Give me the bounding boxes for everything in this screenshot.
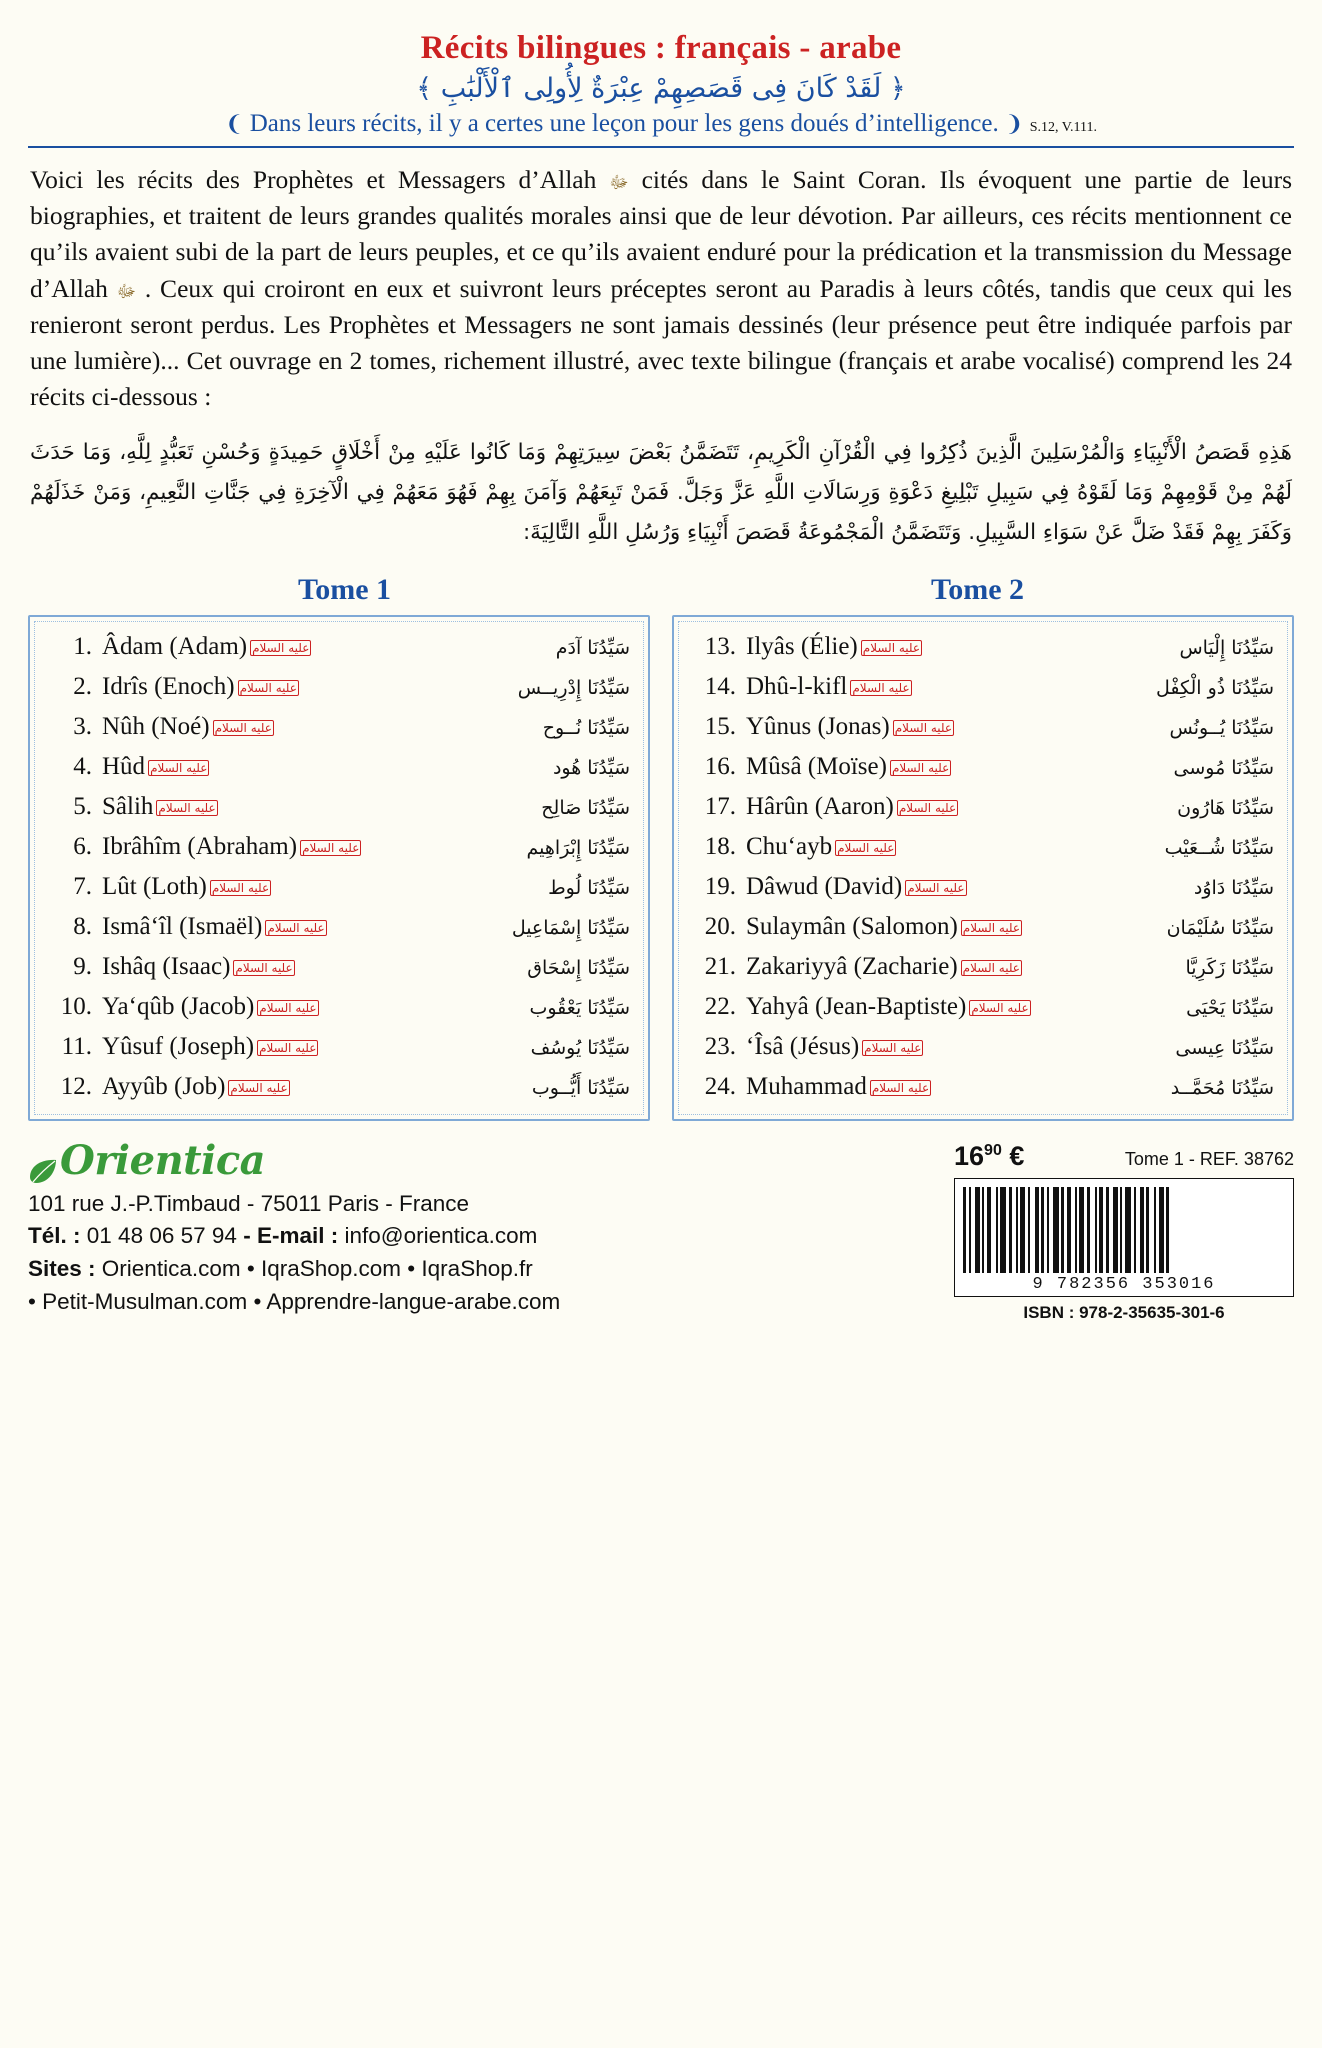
sites-label: Sites : — [28, 1255, 96, 1281]
list-item — [686, 827, 1280, 867]
story-number: 7. — [73, 872, 92, 900]
story-name: Idrîs (Enoch) عليه السلام — [102, 672, 297, 700]
story-arabic: سَيِّدُنَا يَحْيَى — [1186, 996, 1274, 1019]
story-number: 12. — [60, 1072, 92, 1100]
address-line: 101 rue J.-P.Timbaud - 75011 Paris - France — [28, 1190, 470, 1216]
separator: - — [243, 1223, 257, 1249]
story-number: 11. — [61, 1032, 92, 1060]
intro-text-1: Voici les récits des Prophètes et Messagers d’Allah — [30, 165, 597, 194]
alayhi-salam-icon: عليه السلام — [837, 840, 895, 855]
alayhi-salam-icon: عليه السلام — [962, 960, 1020, 975]
alayhi-salam-icon: عليه السلام — [898, 800, 957, 815]
alayhi-salam-icon: عليه السلام — [862, 640, 921, 655]
story-arabic: سَيِّدُنَا يُوسُف — [530, 1036, 630, 1059]
list-item — [686, 947, 1280, 987]
story-name: ‘Îsâ (Jésus) عليه السلام — [746, 1032, 922, 1060]
list-item — [686, 747, 1280, 787]
list-item — [686, 1027, 1280, 1067]
list-item — [686, 907, 1280, 947]
story-name: Yûsuf (Joseph) عليه السلام — [102, 1032, 317, 1060]
story-arabic: سَيِّدُنَا يَعْقُوب — [529, 996, 630, 1019]
story-arabic: سَيِّدُنَا شُــعَيْب — [1164, 836, 1274, 859]
story-name: Muhammad عليه السلام — [746, 1072, 930, 1100]
publisher-address — [28, 1188, 954, 1319]
alayhi-salam-icon: عليه السلام — [891, 760, 950, 775]
story-number: 16. — [704, 752, 736, 780]
story-arabic: سَيِّدُنَا إِسْمَاعِيل — [511, 916, 630, 939]
story-arabic: سَيِّدُنَا سُلَيْمَان — [1166, 916, 1274, 939]
email-label: E-mail : — [256, 1223, 339, 1249]
story-number: 19. — [704, 872, 736, 900]
story-arabic: سَيِّدُنَا هَارُون — [1177, 796, 1274, 819]
story-arabic: سَيِّدُنَا مُوسى — [1173, 756, 1274, 779]
story-number: 10. — [60, 992, 92, 1020]
story-arabic: سَيِّدُنَا إِدْرِيــس — [517, 676, 630, 699]
barcode-bars — [963, 1187, 1285, 1273]
story-number: 4. — [73, 752, 92, 780]
story-number: 5. — [73, 792, 92, 820]
story-arabic: سَيِّدُنَا يُــونُس — [1169, 716, 1274, 739]
intro-paragraph — [30, 162, 1292, 415]
story-arabic: سَيِّدُنَا ذُو الْكِفْل — [1156, 676, 1274, 699]
list-item — [42, 787, 636, 827]
price-line — [954, 1141, 1294, 1172]
story-number: 21. — [704, 952, 736, 980]
story-number: 24. — [704, 1072, 736, 1100]
story-arabic: سَيِّدُنَا لُوط — [548, 876, 630, 899]
intro-text-2: cités dans le Saint Coran. Ils évoquent une partie de leurs biographies, et traitent de leurs grandes qualités morales ainsi que de leur dévotion. Par ailleurs, ces récits mentionnent ce qu’ils avaient subi de la part de leurs peuples, et ce qu’ils avaient enduré pour la prédication et la transmission du Message d’Allah — [30, 165, 1293, 303]
story-number: 14. — [704, 672, 736, 700]
footer — [28, 1137, 1294, 1323]
story-number: 9. — [73, 952, 92, 980]
story-name: Sâlih عليه السلام — [102, 792, 216, 820]
sites-line — [28, 1253, 954, 1286]
story-name: Ishâq (Isaac) عليه السلام — [102, 952, 293, 980]
story-name: Yûnus (Jonas) عليه السلام — [746, 712, 953, 740]
alayhi-salam-icon: عليه السلام — [158, 800, 216, 815]
reference-code: Tome 1 - REF. 38762 — [1124, 1148, 1294, 1169]
alayhi-salam-icon: عليه السلام — [211, 880, 270, 895]
story-arabic: سَيِّدُنَا إِلْيَاس — [1179, 636, 1274, 659]
phone-value: 01 48 06 57 94 — [86, 1223, 237, 1249]
barcode-number: 9 782356 353016 — [1032, 1274, 1216, 1294]
list-item — [42, 947, 636, 987]
contact-line — [28, 1220, 954, 1253]
leaf-icon — [28, 1147, 58, 1173]
story-number: 6. — [73, 832, 92, 860]
header-divider — [28, 146, 1294, 148]
ornament-right-icon: ❩ — [1005, 111, 1024, 136]
story-number: 18. — [704, 832, 736, 860]
list-item — [686, 707, 1280, 747]
list-item — [42, 1027, 636, 1067]
alayhi-salam-icon: عليه السلام — [267, 920, 325, 935]
quran-verse-french-text: Dans leurs récits, il y a certes une leçon pour les gens doués d’intelligence. — [249, 110, 999, 137]
allah-honorific-icon-1: ﷻ — [609, 173, 629, 193]
page-title: Récits bilingues : français - arabe — [420, 30, 902, 66]
story-name: Sulaymân (Salomon) عليه السلام — [746, 912, 1021, 940]
price-and-barcode — [954, 1137, 1294, 1323]
quran-verse-reference: S.12, V.111. — [1029, 120, 1097, 135]
story-name: Mûsâ (Moïse) عليه السلام — [746, 752, 950, 780]
story-number: 17. — [704, 792, 736, 820]
alayhi-salam-icon: عليه السلام — [864, 1040, 922, 1055]
story-number: 2. — [73, 672, 92, 700]
allah-honorific-icon-2: ﷻ — [116, 281, 136, 302]
story-name: Dhû-l-kifl عليه السلام — [746, 672, 910, 700]
story-arabic: سَيِّدُنَا مُحَمَّــد — [1170, 1076, 1274, 1099]
list-item — [42, 907, 636, 947]
story-number: 3. — [73, 712, 92, 740]
story-name: Chu‘ayb عليه السلام — [746, 832, 895, 860]
alayhi-salam-icon: عليه السلام — [971, 1000, 1029, 1015]
story-name: Ilyâs (Élie) عليه السلام — [746, 632, 921, 660]
story-arabic: سَيِّدُنَا زَكَرِيَّا — [1185, 956, 1274, 979]
story-number: 13. — [704, 632, 736, 660]
tome-1-title: Tome 1 — [297, 572, 392, 606]
list-item — [686, 627, 1280, 667]
alayhi-salam-icon: عليه السلام — [259, 1000, 317, 1015]
story-arabic: سَيِّدُنَا أَيُّــوب — [531, 1076, 630, 1099]
list-item — [686, 987, 1280, 1027]
story-name: Dâwud (David) عليه السلام — [746, 872, 965, 900]
alayhi-salam-icon: عليه السلام — [150, 760, 208, 775]
list-item — [686, 667, 1280, 707]
sites-line-2[interactable]: • Petit-Musulman.com • Apprendre-langue-arabe.com — [28, 1288, 561, 1314]
story-number: 15. — [704, 712, 736, 740]
quran-verse-french — [28, 110, 1294, 138]
intro-text-3: . Ceux qui croiront en eux et suivront leurs préceptes seront au Paradis à leurs côtés, tandis que ceux qui les renieront seront perdus. Les Prophètes et Messagers ne sont jamais dessinés (leur présence peut être indiquée parfois par une lumière)... Cet ouvrage en 2 tomes, richement illustré, avec texte bilingue (français et arabe vocalisé) comprend les 24 récits ci-dessous : — [30, 273, 1293, 412]
alayhi-salam-icon: عليه السلام — [214, 720, 272, 735]
alayhi-salam-icon: عليه السلام — [302, 840, 360, 855]
email-value[interactable]: info@orientica.com — [344, 1223, 538, 1249]
list-item — [42, 827, 636, 867]
list-item — [42, 667, 636, 707]
story-name: Yahyâ (Jean-Baptiste) عليه السلام — [746, 992, 1029, 1020]
publisher-logo — [28, 1137, 954, 1184]
story-number: 22. — [704, 992, 736, 1020]
quran-verse-arabic: ﴿ لَقَدْ كَانَ فِى قَصَصِهِمْ عِبْرَةٌ لِأُولِى ٱلْأَلْبَٰبِ ﴾ — [416, 73, 906, 104]
story-name: Hûd عليه السلام — [102, 752, 208, 780]
alayhi-salam-icon: عليه السلام — [962, 920, 1021, 935]
list-item — [42, 627, 636, 667]
story-arabic: سَيِّدُنَا صَالِح — [541, 796, 630, 819]
story-arabic: سَيِّدُنَا آدَم — [555, 636, 630, 659]
alayhi-salam-icon: عليه السلام — [252, 640, 310, 655]
story-arabic: سَيِّدُنَا هُود — [552, 756, 630, 779]
story-number: 8. — [73, 912, 92, 940]
story-name: Âdam (Adam) عليه السلام — [102, 632, 310, 660]
tome-2-title: Tome 2 — [930, 572, 1025, 606]
publisher-info — [28, 1137, 954, 1319]
tome-1-box — [28, 615, 650, 1121]
list-item — [686, 787, 1280, 827]
alayhi-salam-icon: عليه السلام — [852, 680, 910, 695]
story-arabic: سَيِّدُنَا إِبْرَاهِيم — [526, 836, 630, 859]
story-name: Ya‘qûb (Jacob) عليه السلام — [102, 992, 317, 1020]
alayhi-salam-icon: عليه السلام — [235, 960, 293, 975]
tome-2-box — [672, 615, 1294, 1121]
ornament-left-icon: ❨ — [225, 111, 244, 136]
story-arabic: سَيِّدُنَا نُــوح — [542, 716, 630, 739]
story-name: Nûh (Noé) عليه السلام — [102, 712, 272, 740]
alayhi-salam-icon: عليه السلام — [239, 680, 297, 695]
story-number: 23. — [704, 1032, 736, 1060]
list-item — [42, 1067, 636, 1107]
alayhi-salam-icon: عليه السلام — [894, 720, 953, 735]
alayhi-salam-icon: عليه السلام — [230, 1080, 288, 1095]
phone-label: Tél. : — [28, 1223, 81, 1249]
story-number: 20. — [704, 912, 736, 940]
story-arabic: سَيِّدُنَا إِسْحَاق — [527, 956, 630, 979]
list-item — [686, 1067, 1280, 1107]
story-arabic: سَيِّدُنَا دَاوُد — [1193, 876, 1274, 899]
barcode — [954, 1178, 1294, 1297]
sites-value[interactable]: Orientica.com • IqraShop.com • IqraShop.fr — [101, 1255, 533, 1281]
story-name: Ayyûb (Job) عليه السلام — [102, 1072, 288, 1100]
price-value: $16^{90}$ € — [954, 1140, 1025, 1171]
list-item — [686, 867, 1280, 907]
publisher-name: Orientica — [60, 1136, 266, 1184]
story-arabic: سَيِّدُنَا عِيسى — [1175, 1036, 1274, 1059]
list-item — [42, 747, 636, 787]
tome-lists — [28, 615, 1294, 1121]
story-name: Hârûn (Aaron) عليه السلام — [746, 792, 957, 820]
list-item — [42, 987, 636, 1027]
story-name: Ibrâhîm (Abraham) عليه السلام — [102, 832, 360, 860]
tome-headings — [28, 573, 1294, 615]
list-item — [42, 707, 636, 747]
alayhi-salam-icon: عليه السلام — [907, 880, 965, 895]
list-item — [42, 867, 636, 907]
isbn-text: ISBN : 978-2-35635-301-6 — [1023, 1302, 1225, 1322]
story-name: Ismâ‘îl (Ismaël) عليه السلام — [102, 912, 325, 940]
story-name: Lût (Loth) عليه السلام — [102, 872, 270, 900]
alayhi-salam-icon: عليه السلام — [259, 1040, 317, 1055]
arabic-paragraph: هَذِهِ قَصَصُ الْأَنْبِيَاءِ وَالْمُرْسَلِينَ الَّذِينَ ذُكِرُوا فِي الْقُرْآنِ الْكَرِيمِ، تَتَضَمَّنُ بَعْضَ سِيرَتِهِمْ وَمَا كَانُوا عَلَيْهِ مِنْ أَخْلَاقٍ حَمِيدَةٍ وَحُسْنِ تَعَبُّدٍ لِلَّهِ، وَمَا حَدَثَ لَهُمْ مِنْ قَوْمِهِمْ وَمَا لَقَوْهُ فِي سَبِيلِ تَبْلِيغِ دَعْوَةِ وَرِسَالَاتِ اللَّهِ عَزَّ وَجَلَّ. فَمَنْ تَبِعَهُمْ وَآمَنَ بِهِمْ فَهُوَ مَعَهُمْ فِي الْآخِرَةِ فِي جَنَّاتِ النَّعِيمِ، وَمَنْ خَذَلَهُمْ وَكَفَرَ بِهِمْ فَقَدْ ضَلَّ عَنْ سَوَاءِ السَّبِيلِ. وَتَتَضَمَّنُ الْمَجْمُوعَةُ قَصَصَ أَنْبِيَاءِ وَرُسُلِ اللَّهِ التَّالِيَةَ: — [30, 440, 1292, 545]
story-name: Zakariyyâ (Zacharie) عليه السلام — [746, 952, 1020, 980]
story-number: 1. — [73, 632, 92, 660]
sallallahu-alayhi-wasallam-icon: عليه السلام — [871, 1080, 930, 1095]
